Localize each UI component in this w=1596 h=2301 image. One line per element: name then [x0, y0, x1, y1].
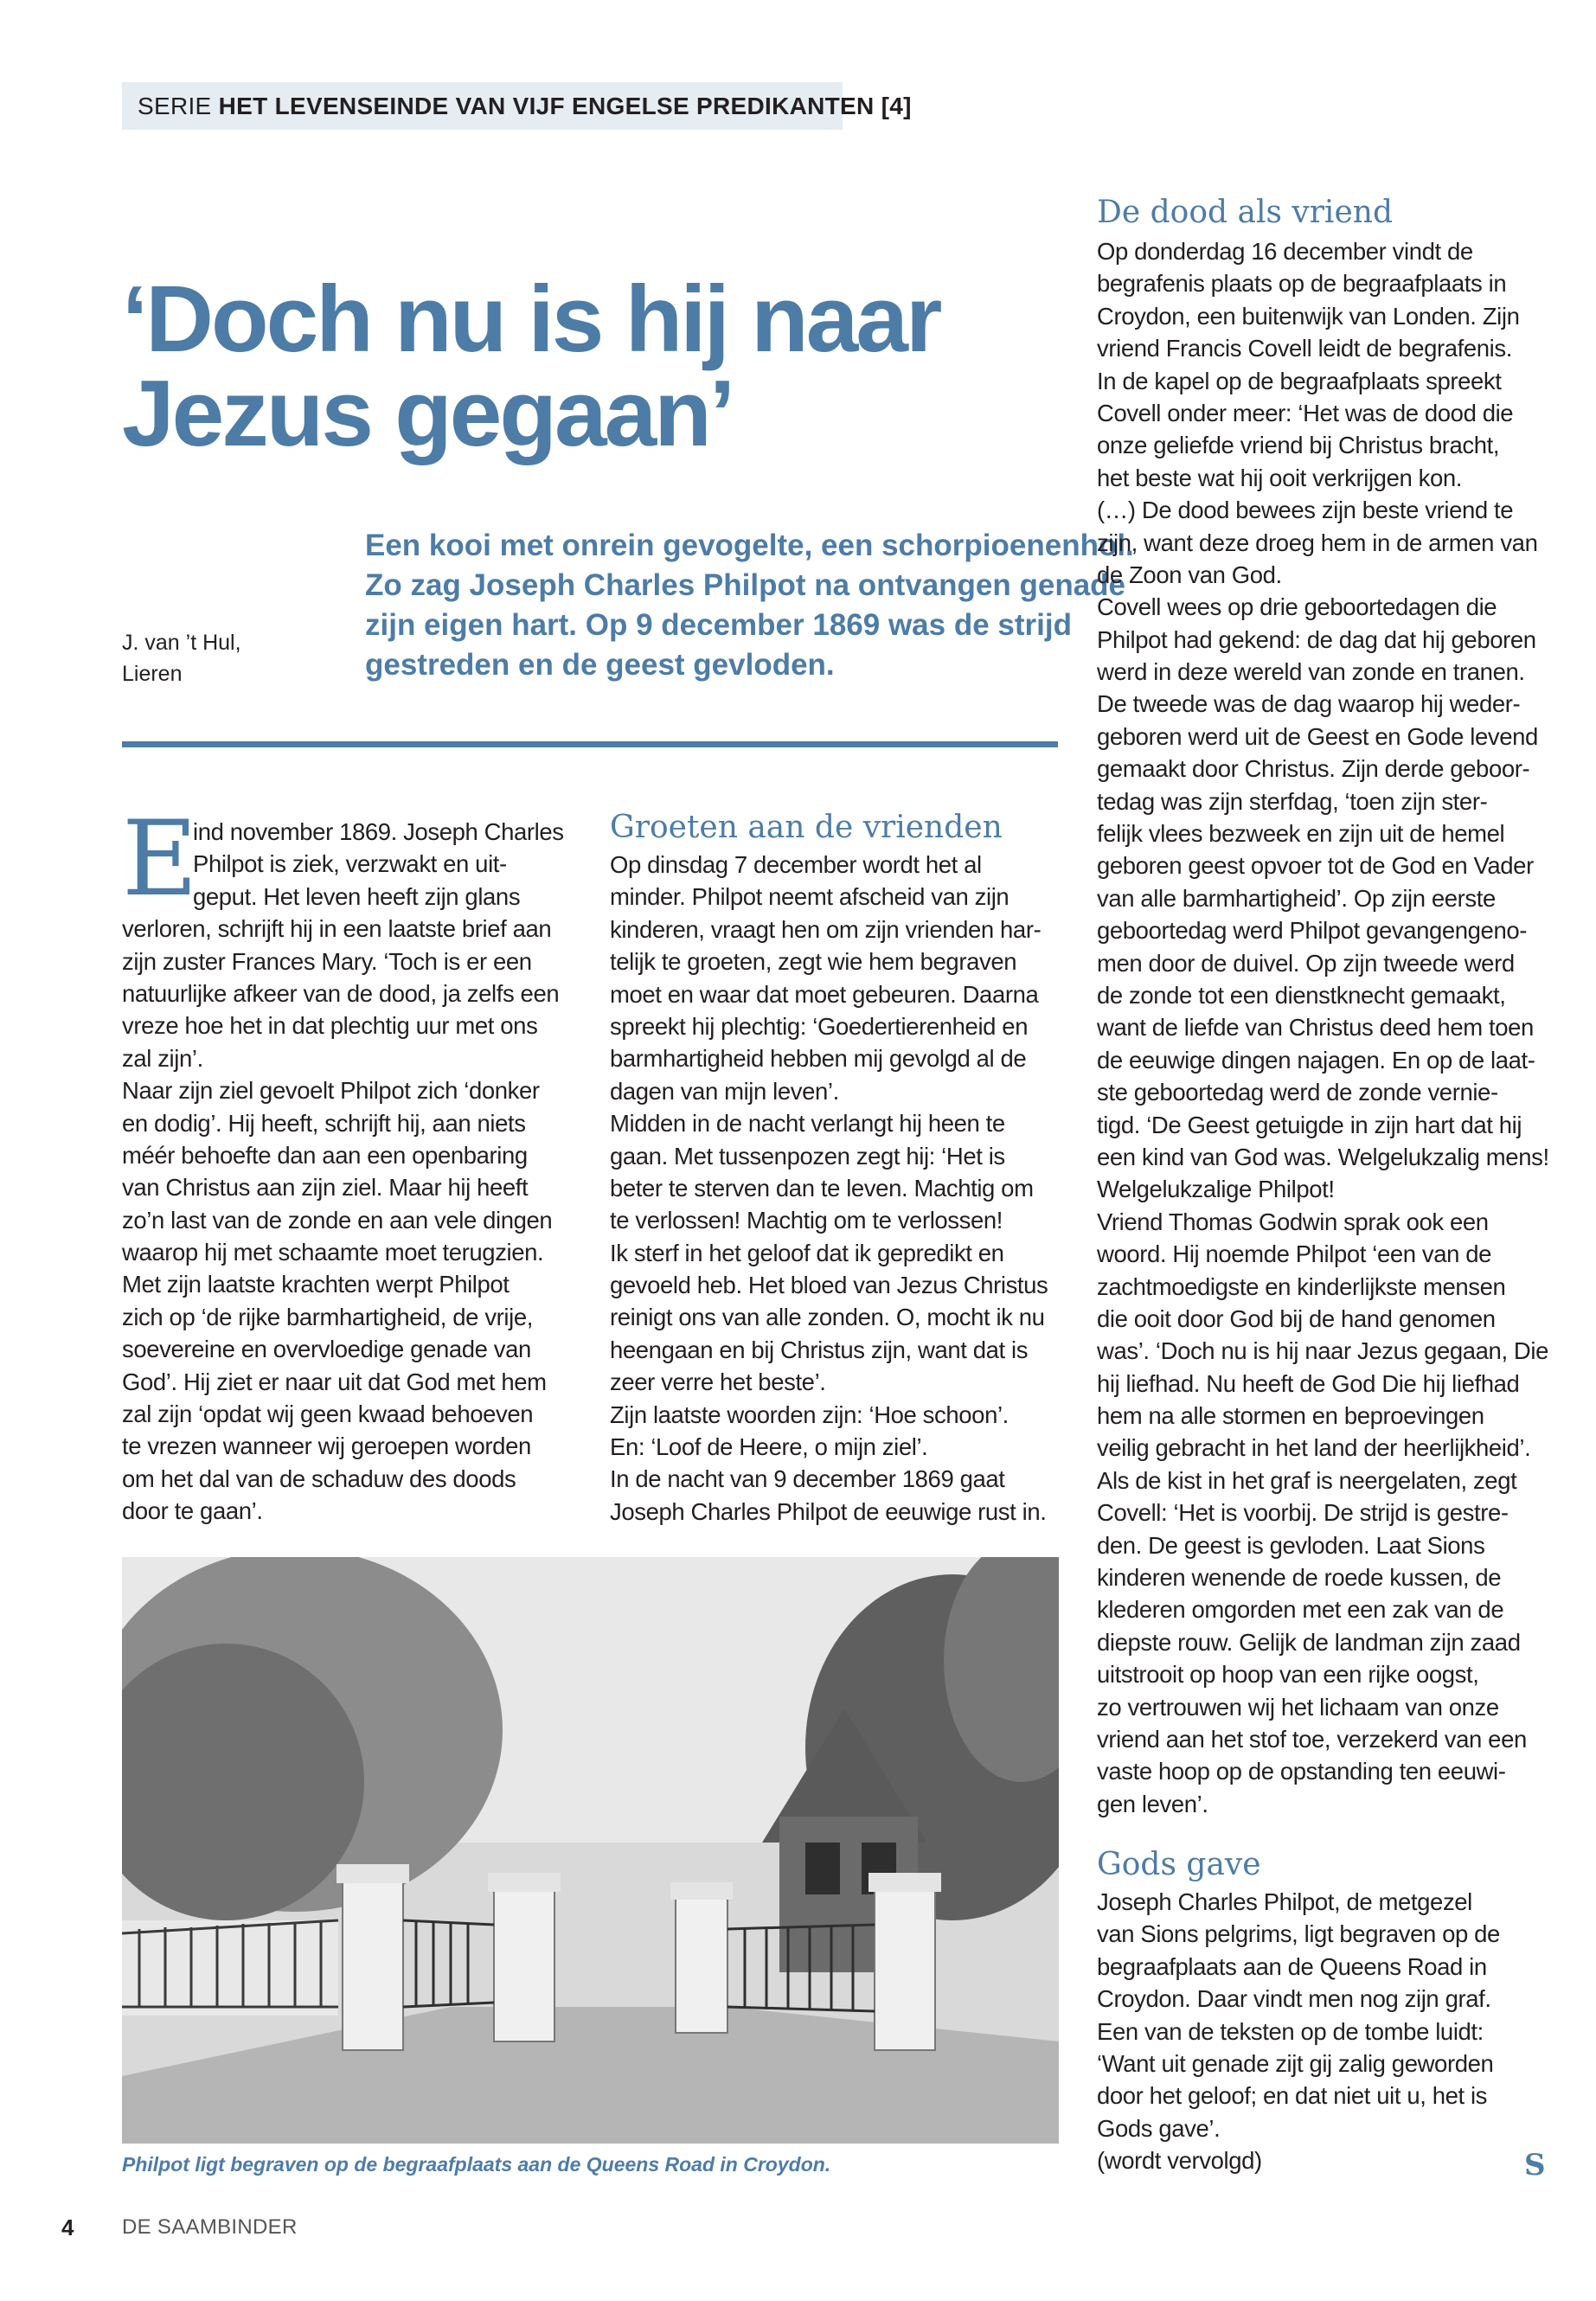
- body-line: vriend aan het stof toe, verzekerd van een: [1097, 1725, 1527, 1753]
- body-line: verloren, schrijft hij in een laatste brief aan: [122, 915, 552, 943]
- body-line: Philpot had gekend: de dag dat hij geboren: [1097, 625, 1536, 653]
- lead-line: gestreden en de geest gevloden.: [365, 648, 835, 682]
- body-line: In de nacht van 9 december 1869 gaat: [610, 1465, 1005, 1493]
- section-divider: [122, 741, 1058, 747]
- lead-line: zijn eigen hart. Op 9 december 1869 was de strijd: [365, 608, 1072, 642]
- body-line: Als de kist in het graf is neergelaten, zegt: [1097, 1466, 1517, 1494]
- body-line: het beste wat hij ooit verkrijgen kon.: [1097, 464, 1462, 491]
- title-line: Jezus gegaan’: [122, 361, 734, 466]
- body-line: hem na alle stormen en beproevingen: [1097, 1402, 1484, 1430]
- body-line: zich op ‘de rijke barmhartigheid, de vrije,: [122, 1303, 533, 1330]
- magazine-name: DE SAAMBINDER: [122, 2215, 298, 2239]
- body-line: begrafenis plaats op de begraafplaats in: [1097, 270, 1507, 298]
- body-line: minder. Philpot neemt afscheid van zijn: [610, 883, 1010, 911]
- body-line: door te gaan’.: [122, 1497, 263, 1525]
- body-line: gen leven’.: [1097, 1790, 1208, 1817]
- body-line: zijn, want deze droeg hem in de armen van: [1097, 529, 1538, 556]
- body-line: kinderen, vraagt hen om zijn vrienden har-: [610, 915, 1042, 943]
- body-line: ind november 1869. Joseph Charles: [193, 818, 564, 845]
- to-be-continued: (wordt vervolgd): [1097, 2147, 1262, 2175]
- body-line: Midden in de nacht verlangt hij heen te: [610, 1110, 1005, 1138]
- body-line: telijk te groeten, zegt wie hem begraven: [610, 948, 1017, 976]
- title-line: ‘Doch nu is hij naar: [122, 266, 940, 372]
- body-line: Philpot is ziek, verzwakt en uit-: [193, 850, 507, 878]
- author-name: J. van ’t Hul,: [122, 631, 241, 655]
- body-line: vreze hoe het in dat plechtig uur met ons: [122, 1012, 538, 1040]
- body-line: waarop hij met schaamte moet terugzien.: [122, 1239, 544, 1266]
- body-line: diepste rouw. Gelijk de landman zijn zaad: [1097, 1628, 1521, 1656]
- body-line: Ik sterf in het geloof dat ik gepredikt en: [610, 1239, 1004, 1266]
- body-line: zal zijn’.: [122, 1044, 203, 1072]
- body-line: begraafplaats aan de Queens Road in: [1097, 1952, 1487, 1980]
- page-number: 4: [61, 2214, 74, 2240]
- body-line: Een van de teksten op de tombe luidt:: [1097, 2017, 1484, 2045]
- body-line: geboren werd uit de Geest en Gode levend: [1097, 722, 1538, 750]
- body-line: woord. Hij noemde Philpot ‘een van de: [1097, 1240, 1492, 1268]
- column-1: [122, 816, 572, 1528]
- body-line: tigd. ‘De Geest getuigde in zijn hart dat hij: [1097, 1111, 1522, 1138]
- section-heading-groeten: Groeten aan de vrienden: [610, 810, 1003, 845]
- body-line: zeer verre het beste’.: [610, 1368, 826, 1396]
- body-line: zal zijn ‘opdat wij geen kwaad behoeven: [122, 1400, 534, 1428]
- body-line: reinigt ons van alle zonden. O, mocht ik nu: [610, 1304, 1045, 1331]
- body-line: En: ‘Loof de Heere, o mijn ziel’.: [610, 1433, 928, 1461]
- body-line: want de liefde van Christus deed hem toen: [1097, 1014, 1534, 1042]
- body-line: zijn zuster Frances Mary. ‘Toch is er een: [122, 947, 532, 975]
- body-line: klederen omgorden met een zak van de: [1097, 1596, 1504, 1624]
- body-line: gevoeld heb. Het bloed van Jezus Christus: [610, 1272, 1048, 1299]
- body-line: Covell onder meer: ‘Het was de dood die: [1097, 399, 1514, 426]
- body-line: Gods gave’.: [1097, 2114, 1221, 2142]
- body-line: gaan. Met tussenpozen zegt hij: ‘Het is: [610, 1142, 1005, 1170]
- column-3-continued: [1097, 1886, 1568, 2177]
- body-line: van alle barmhartigheid’. Op zijn eerste: [1097, 884, 1496, 912]
- body-line: de Zoon van God.: [1097, 561, 1282, 588]
- body-line: veilig gebracht in het land der heerlijkheid’.: [1097, 1434, 1531, 1462]
- body-line: zo vertrouwen wij het lichaam van onze: [1097, 1693, 1499, 1721]
- body-line: door het geloof; en dat niet uit u, het is: [1097, 2082, 1488, 2110]
- series-label: [138, 93, 912, 120]
- body-line: kinderen wenende de roede kussen, de: [1097, 1564, 1502, 1592]
- body-line: Op donderdag 16 december vindt de: [1097, 238, 1473, 265]
- body-line: vaste hoop op de opstanding ten eeuwi-: [1097, 1758, 1506, 1785]
- body-line: méér behoefte dan aan een openbaring: [122, 1141, 528, 1169]
- body-line: natuurlijke afkeer van de dood, ja zelfs een: [122, 979, 560, 1007]
- body-line: zo’n last van de zonde en aan vele dingen: [122, 1206, 553, 1234]
- body-line: Naar zijn ziel gevoelt Philpot zich ‘donker: [122, 1077, 540, 1105]
- body-line: te verlossen! Machtig om te verlossen!: [610, 1207, 1003, 1234]
- body-line: ‘Want uit genade zijt gij zalig geworden: [1097, 2049, 1494, 2077]
- body-line: de zonde tot een dienstknecht gemaakt,: [1097, 981, 1506, 1009]
- drop-cap: E: [122, 799, 198, 920]
- body-line: In de kapel op de begraafplaats spreekt: [1097, 367, 1502, 394]
- body-line: gemaakt door Christus. Zijn derde geboor-: [1097, 755, 1530, 783]
- body-line: geboren geest opvoer tot de God en Vader: [1097, 852, 1534, 880]
- body-line: beter te sterven dan te leven. Machtig om: [610, 1174, 1034, 1202]
- body-line: uitstrooit op hoop van een rijke oogst,: [1097, 1661, 1479, 1689]
- body-line: men door de duivel. Op zijn tweede werd: [1097, 949, 1515, 977]
- body-line: heengaan en bij Christus zijn, want dat is: [610, 1336, 1029, 1363]
- body-line: zachtmoedigste en kinderlijkste mensen: [1097, 1272, 1506, 1300]
- body-line: en dodig’. Hij heeft, schrijft hij, aan niets: [122, 1109, 526, 1137]
- body-line: geboortedag werd Philpot gevangengeno-: [1097, 917, 1528, 945]
- body-line: geput. Het leven heeft zijn glans: [193, 882, 521, 910]
- body-line: tedag was zijn sterfdag, ‘toen zijn ster-: [1097, 787, 1488, 815]
- body-line: onze geliefde vriend bij Christus bracht,: [1097, 432, 1500, 459]
- body-line: felijk vlees bezweek en zijn uit de hemel: [1097, 820, 1505, 848]
- series-banner: [122, 82, 912, 130]
- body-line: ste geboortedag werd de zonde vernie-: [1097, 1079, 1498, 1106]
- body-line: van Christus aan zijn ziel. Maar hij heeft: [122, 1174, 529, 1202]
- body-line: de eeuwige dingen najagen. En op de laat-: [1097, 1046, 1535, 1074]
- body-line: Welgelukzalige Philpot!: [1097, 1176, 1335, 1203]
- photo-caption: Philpot ligt begraven op de begraafplaats aan de Queens Road in Croydon.: [122, 2153, 831, 2176]
- body-line: barmhartigheid hebben mij gevolgd al de: [610, 1045, 1027, 1073]
- body-line: Croydon, een buitenwijk van Londen. Zijn: [1097, 302, 1520, 330]
- body-line: om het dal van de schaduw des doods: [122, 1465, 516, 1492]
- body-line: God’. Hij ziet er naar uit dat God met hem: [122, 1368, 547, 1395]
- body-line: vriend Francis Covell leidt de begrafenis.: [1097, 335, 1512, 362]
- body-line: soevereine en overvloedige genade van: [122, 1336, 531, 1363]
- author-place: Lieren: [122, 662, 183, 686]
- body-line: Met zijn laatste krachten werpt Philpot: [122, 1271, 510, 1298]
- body-line: te vrezen wanneer wij geroepen worden: [122, 1433, 531, 1460]
- series-prefix: SERIE: [138, 93, 212, 119]
- body-line: Covell wees op drie geboortedagen die: [1097, 593, 1497, 621]
- body-line: Covell: ‘Het is voorbij. De strijd is gestre-: [1097, 1499, 1509, 1527]
- body-line: spreekt hij plechtig: ‘Goedertierenheid en: [610, 1012, 1029, 1040]
- body-line: (…) De dood bewees zijn beste vriend te: [1097, 497, 1514, 524]
- body-line: Croydon. Daar vindt men nog zijn graf.: [1097, 1985, 1491, 2013]
- body-line: moet en waar dat moet gebeuren. Daarna: [610, 980, 1039, 1008]
- cemetery-photo: [122, 1557, 1059, 2144]
- body-line: De tweede was de dag waarop hij weder-: [1097, 690, 1521, 718]
- body-line: een kind van God was. Welgelukzalig mens!: [1097, 1143, 1549, 1170]
- lead-line: Een kooi met onrein gevogelte, een schorpioenenhol.: [365, 529, 1134, 562]
- section-heading-gave: Gods gave: [1097, 1847, 1261, 1882]
- author-credit: [122, 627, 241, 689]
- body-line: was’. ‘Doch nu is hij naar Jezus gegaan, Die: [1097, 1337, 1548, 1365]
- body-line: Op dinsdag 7 december wordt het al: [610, 851, 982, 878]
- column-3: [1097, 235, 1568, 1820]
- section-heading-dood: De dood als vriend: [1097, 195, 1393, 230]
- series-number: [4]: [881, 93, 912, 119]
- article-title: [122, 266, 987, 466]
- body-line: Vriend Thomas Godwin sprak ook een: [1097, 1208, 1489, 1235]
- body-line: Joseph Charles Philpot, de metgezel: [1097, 1888, 1472, 1915]
- body-line: hij liefhad. Nu heeft de God Die hij liefhad: [1097, 1369, 1520, 1397]
- body-line: Zijn laatste woorden zijn: ‘Hoe schoon’.: [610, 1400, 1009, 1428]
- series-title: HET LEVENSEINDE VAN VIJF ENGELSE PREDIKANTEN: [218, 93, 875, 119]
- body-line: Joseph Charles Philpot de eeuwige rust in.: [610, 1497, 1047, 1525]
- body-line: den. De geest is gevloden. Laat Sions: [1097, 1531, 1485, 1559]
- body-line: van Sions pelgrims, ligt begraven op de: [1097, 1920, 1500, 1948]
- end-mark-logo: S: [1524, 2148, 1546, 2182]
- body-line: dagen van mijn leven’.: [610, 1077, 839, 1105]
- lead-paragraph: [365, 526, 1134, 685]
- lead-line: Zo zag Joseph Charles Philpot na ontvangen genade: [365, 568, 1126, 602]
- body-line: die ooit door God bij de hand genomen: [1097, 1304, 1496, 1332]
- column-2: [610, 849, 1060, 1528]
- body-line: werd in deze wereld van zonde en tranen.: [1097, 658, 1525, 686]
- cemetery-gate-illustration: [122, 1557, 1059, 2144]
